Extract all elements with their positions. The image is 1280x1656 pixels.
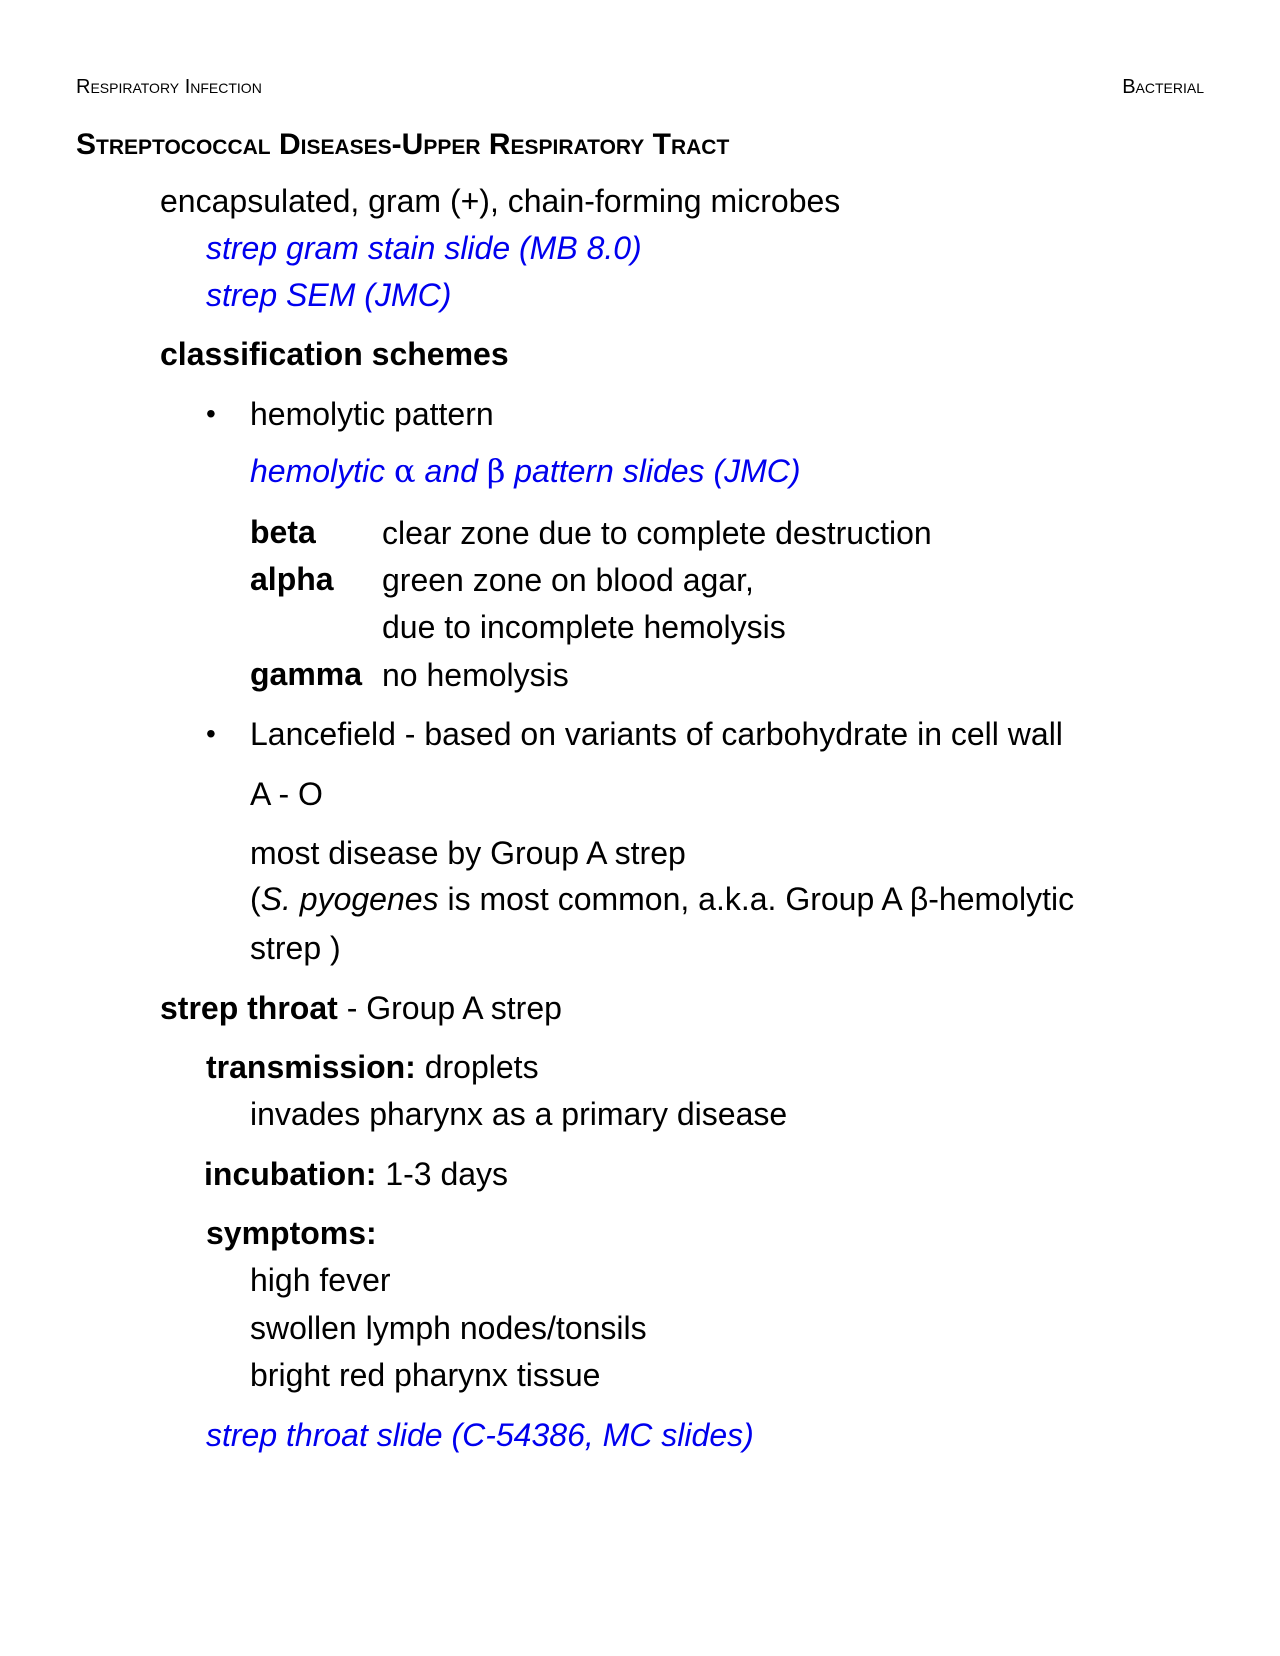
lancefield-range: A - O: [250, 776, 323, 812]
transmission-value: droplets: [415, 1049, 539, 1085]
classification-heading: classification schemes: [160, 336, 509, 372]
hemolytic-slides-link[interactable]: [250, 452, 801, 490]
term-gamma: gamma: [250, 656, 363, 692]
hemolytic-link-mid: and: [415, 453, 487, 489]
pyogenes-open: (: [250, 881, 261, 917]
incubation-value: 1-3 days: [376, 1156, 509, 1192]
hemolytic-pattern-item: hemolytic pattern: [250, 396, 494, 432]
transmission-label: transmission:: [206, 1049, 416, 1085]
page-title: Streptococcal Diseases-Upper Respiratory Tract: [76, 128, 730, 161]
species-name: S. pyogenes: [260, 881, 439, 917]
hemolytic-link-post: pattern slides (JMC): [505, 453, 801, 489]
strep-throat-rest: - Group A strep: [337, 990, 562, 1026]
symptom-item: high fever: [250, 1262, 391, 1298]
bullet: •: [206, 398, 216, 429]
hemolytic-link-pre: hemolytic: [250, 453, 395, 489]
symptoms-label: symptoms:: [206, 1215, 377, 1251]
header-right: Bacterial: [1122, 76, 1204, 98]
pyogenes-rest: is most common, a.k.a. Group A β-hemolytic: [438, 881, 1075, 917]
incubation-line: [204, 1155, 508, 1193]
symptom-item: bright red pharynx tissue: [250, 1357, 601, 1393]
most-disease-text: most disease by Group A strep: [250, 835, 686, 871]
pyogenes-note-close: strep ): [250, 930, 341, 966]
beta-symbol: β: [486, 452, 506, 490]
strep-throat-slide-link[interactable]: strep throat slide (C-54386, MC slides): [206, 1417, 754, 1453]
intro-text: encapsulated, gram (+), chain-forming microbes: [160, 183, 841, 219]
strep-throat-label: strep throat: [160, 990, 338, 1026]
gram-stain-link[interactable]: strep gram stain slide (MB 8.0): [206, 230, 642, 266]
invades-text: invades pharynx as a primary disease: [250, 1096, 788, 1132]
sem-link[interactable]: strep SEM (JMC): [206, 277, 452, 313]
incubation-label: incubation:: [204, 1156, 377, 1192]
desc-alpha-cont: due to incomplete hemolysis: [382, 609, 786, 645]
lancefield-item: Lancefield - based on variants of carbohydrate in cell wall: [250, 716, 1063, 752]
desc-alpha: green zone on blood agar,: [382, 562, 754, 598]
header-left: Respiratory Infection: [76, 76, 262, 98]
bullet: •: [206, 718, 216, 749]
symptom-item: swollen lymph nodes/tonsils: [250, 1310, 647, 1346]
term-alpha: alpha: [250, 561, 334, 597]
term-beta: beta: [250, 514, 316, 550]
transmission-line: [206, 1048, 539, 1086]
alpha-symbol: α: [394, 452, 416, 490]
pyogenes-note: [250, 880, 1074, 918]
desc-gamma: no hemolysis: [382, 657, 569, 693]
desc-beta: clear zone due to complete destruction: [382, 515, 932, 551]
strep-throat-heading: [160, 989, 562, 1027]
